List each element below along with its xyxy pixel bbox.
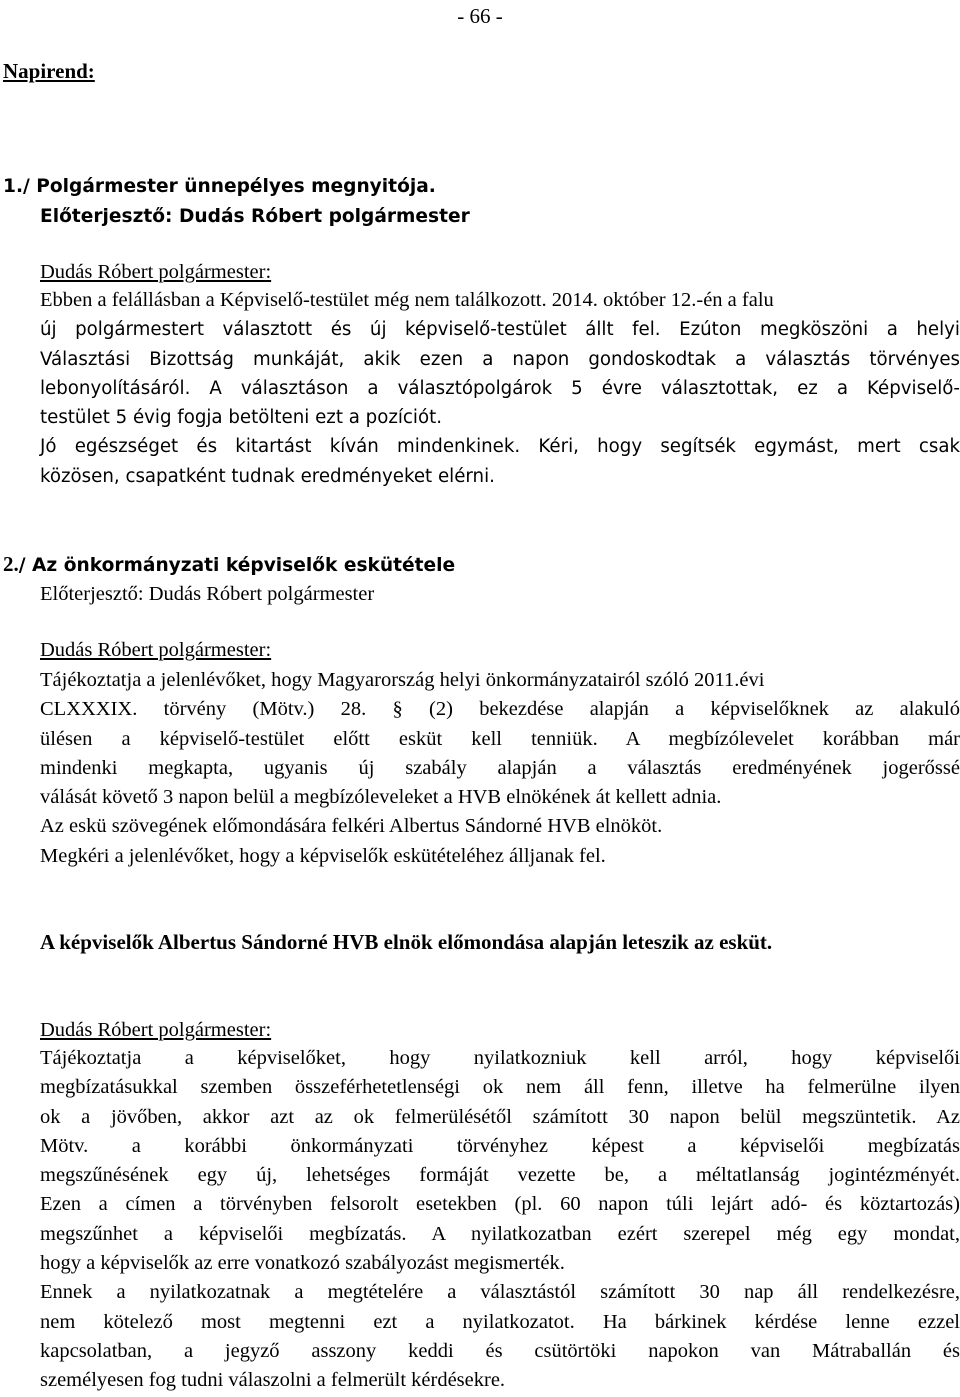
item1-line: lebonyolításáról. A választáson a választópolgárok 5 évre választottak, ez a Képviselő-: [40, 377, 960, 399]
item2-line: mindenki megkapta, ugyanis új szabály alapján a választás eredményének jogerőssé: [40, 756, 960, 779]
item2-body2-line: Ezen a címen a törvényben felsorolt esetekben (pl. 60 napon túli lejárt adó- és köztartozás): [40, 1193, 960, 1216]
item2-body2-line: ok a jövőben, akkor azt az ok felmerülésétől számított 30 napon belül megszüntetik. Az: [40, 1105, 960, 1128]
item2-body: [40, 666, 960, 871]
item2-speaker2-block: [40, 1016, 960, 1045]
item2-speaker2: Dudás Róbert polgármester:: [40, 1019, 272, 1041]
item1-title: 1./ Polgármester ünnepélyes megnyitója.: [3, 176, 436, 197]
item2-body2-line: nem kötelező most megtenni ezt a nyilatkozatot. Ha bárkinek kérdése lenne ezzel: [40, 1310, 960, 1333]
item2-presenter-block: [40, 580, 960, 609]
item2-body2-line: megbízatásukkal szemben összeférhetetlenségi ok nem áll fenn, illetve ha felmerülne ilyen: [40, 1076, 960, 1099]
item2-body2-line: megszűnhet a képviselői megbízatás. A nyilatkozatban ezért szerepel még egy mondat,: [40, 1222, 960, 1245]
item2-body2: [40, 1044, 960, 1396]
item2-body2-line: hogy a képviselők az erre vonatkozó szabályozást megismerték.: [40, 1252, 565, 1275]
item2-line: Tájékoztatja a jelenlévőket, hogy Magyarország helyi önkormányzatairól szóló 2011.évi: [40, 669, 765, 691]
item1-speaker-block: [40, 258, 960, 287]
item2-title: [3, 550, 923, 579]
agenda-label: Napirend:: [3, 59, 95, 83]
item1-presenter-block: [40, 202, 960, 231]
item2-line: Az eskü szövegének előmondására felkéri Albertus Sándorné HVB elnököt.: [40, 815, 663, 838]
item2-body2-line: Tájékoztatja a képviselőket, hogy nyilatkozniuk kell arról, hogy képviselői: [40, 1047, 960, 1069]
item2-line: Megkéri a jelenlévőket, hogy a képviselők eskütételéhez álljanak fel.: [40, 844, 606, 867]
item2-body2-line: Ennek a nyilatkozatnak a megtételére a választástól számított 30 nap áll rendelkezésre,: [40, 1281, 960, 1304]
item2-line: válását követő 3 napon belül a megbízóleveleket a HVB elnökének át kellett adnia.: [40, 786, 722, 809]
item1-line: testület 5 évig fogja betölteni ezt a pozíciót.: [40, 407, 443, 429]
item1-body: [40, 286, 960, 491]
item2-line: CLXXXIX. törvény (Mötv.) 28. § (2) bekezdése alapján a képviselőknek az alakuló: [40, 698, 960, 721]
item2-body2-line: megszűnésének egy új, lehetséges formáját vezette be, a méltatlanság jogintézményét.: [40, 1164, 960, 1187]
item1-title-block: [3, 172, 923, 201]
item2-line: ülésen a képviselő-testület előtt esküt kell tenniük. A megbízólevelet korábban már: [40, 727, 960, 750]
item2-body2-line: Mötv. a korábbi önkormányzati törvényhez képest a képviselői megbízatás: [40, 1134, 960, 1157]
item2-speaker-block: [40, 636, 960, 665]
oath-statement-block: [40, 928, 960, 957]
item1-presenter: Előterjesztő: Dudás Róbert polgármester: [40, 206, 470, 227]
item1-line: új polgármestert választott és új képviselő-testület állt fel. Ezúton megköszöni a helyi: [40, 319, 960, 341]
item2-presenter: Előterjesztő: Dudás Róbert polgármester: [40, 583, 375, 605]
item2-title-text: / Az önkormányzati képviselők eskütétele: [18, 555, 456, 576]
oath-statement: A képviselők Albertus Sándorné HVB elnök előmondása alapján leteszik az esküt.: [40, 930, 773, 954]
item1-speaker: Dudás Róbert polgármester:: [40, 261, 272, 283]
item1-line: közösen, csapatként tudnak eredményeket elérni.: [40, 465, 495, 487]
item2-body2-line: személyesen fog tudni válaszolni a felmerült kérdésekre.: [40, 1369, 506, 1392]
item2-speaker: Dudás Róbert polgármester:: [40, 639, 272, 661]
page-number: - 66 -: [457, 4, 503, 28]
item2-body2-line: kapcsolatban, a jegyző asszony keddi és csütörtöki napokon van Mátraballán és: [40, 1339, 960, 1362]
item1-line: Ebben a felállásban a Képviselő-testület még nem találkozott. 2014. október 12.-én a falu: [40, 289, 774, 311]
item2-title-number: 2.: [3, 552, 19, 576]
item2-title-block: [3, 550, 923, 579]
item1-line: Választási Bizottság munkáját, akik ezen a napon gondoskodtak a választás törvényes: [40, 348, 960, 370]
item1-line: Jó egészséget és kitartást kíván mindenkinek. Kéri, hogy segítsék egymást, mert csak: [40, 436, 960, 458]
